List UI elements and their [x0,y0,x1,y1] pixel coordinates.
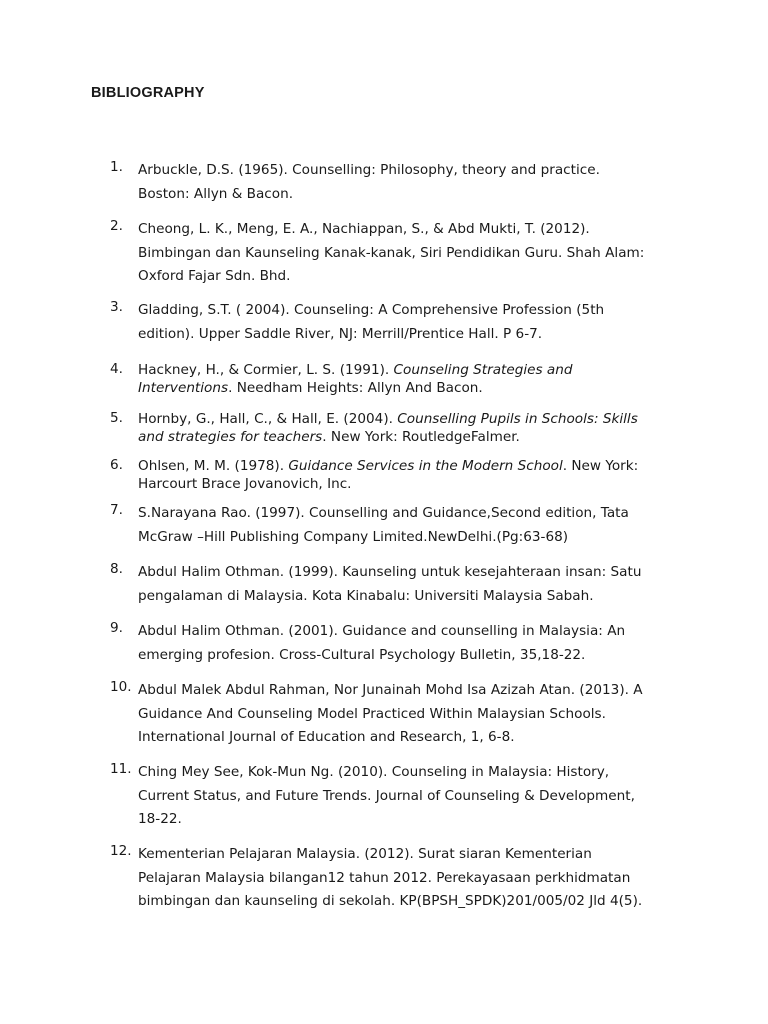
entry-line: Ohlsen, M. M. (1978). Guidance Services in the Modern School. New York: [138,458,639,474]
entry-number: 12. [110,843,132,859]
bibliography-entry-6 [110,457,690,493]
bibliography-entry-12 [110,843,690,914]
entry-line: Harcourt Brace Jovanovich, Inc. [138,476,352,492]
bibliography-entry-3 [110,299,690,346]
entry-line: McGraw –Hill Publishing Company Limited.NewDelhi.(Pg:63-68) [138,528,569,545]
entry-number: 1. [110,159,123,175]
entry-line: Oxford Fajar Sdn. Bhd. [138,268,291,284]
entry-line: Abdul Halim Othman. (1999). Kaunseling untuk kesejahteraan insan: Satu [138,564,642,580]
entry-number: 4. [110,361,123,377]
bibliography-entry-2 [110,218,690,289]
entry-line: 18-22. [138,811,182,827]
bibliography-entry-8 [110,561,690,608]
entry-line: Hornby, G., Hall, C., & Hall, E. (2004). Counselling Pupils in Schools: Skills [138,411,638,427]
entry-number: 5. [110,410,123,426]
entry-number: 11. [110,761,132,777]
entry-line: International Journal of Education and Research, 1, 6-8. [138,729,515,745]
entry-line: Ching Mey See, Kok-Mun Ng. (2010). Counseling in Malaysia: History, [138,764,610,780]
entry-line: Interventions. Needham Heights: Allyn And Bacon. [138,380,483,396]
entry-line: Hackney, H., & Cormier, L. S. (1991). Counseling Strategies and [138,362,573,378]
bibliography-entry-11 [110,761,690,832]
entry-line: Current Status, and Future Trends. Journal of Counseling & Development, [138,787,635,804]
bibliography-entry-7 [110,502,690,549]
entry-line: Kementerian Pelajaran Malaysia. (2012). Surat siaran Kementerian [138,846,592,862]
entry-number: 9. [110,620,123,636]
entry-line: Arbuckle, D.S. (1965). Counselling: Philosophy, theory and practice. [138,162,600,178]
page-title: BIBLIOGRAPHY [91,85,205,101]
entry-line: Guidance And Counseling Model Practiced Within Malaysian Schools. [138,705,606,722]
bibliography-entry-9 [110,620,690,667]
entry-line: S.Narayana Rao. (1997). Counselling and Guidance,Second edition, Tata [138,505,629,521]
bibliography-entry-1 [110,159,690,206]
entry-number: 6. [110,457,123,473]
entry-line: bimbingan dan kaunseling di sekolah. KP(BPSH_SPDK)201/005/02 Jld 4(5). [138,893,643,909]
bibliography-entry-4 [110,361,690,397]
entry-number: 2. [110,218,123,234]
entry-line: emerging profesion. Cross-Cultural Psychology Bulletin, 35,18-22. [138,646,586,663]
entry-number: 3. [110,299,123,315]
entry-line: Abdul Malek Abdul Rahman, Nor Junainah Mohd Isa Azizah Atan. (2013). A [138,682,643,698]
entry-line: and strategies for teachers. New York: RoutledgeFalmer. [138,429,520,445]
entry-line: Pelajaran Malaysia bilangan12 tahun 2012. Perekayasaan perkhidmatan [138,869,631,886]
entry-number: 10. [110,679,132,695]
entry-number: 7. [110,502,123,518]
entry-line: Boston: Allyn & Bacon. [138,185,294,202]
entry-line: edition). Upper Saddle River, NJ: Merrill/Prentice Hall. P 6-7. [138,325,543,342]
entry-line: Bimbingan dan Kaunseling Kanak-kanak, Siri Pendidikan Guru. Shah Alam: [138,244,645,261]
entry-number: 8. [110,561,123,577]
entry-line: Cheong, L. K., Meng, E. A., Nachiappan, S., & Abd Mukti, T. (2012). [138,221,590,237]
entry-line: Gladding, S.T. ( 2004). Counseling: A Comprehensive Profession (5th [138,302,605,318]
entry-line: Abdul Halim Othman. (2001). Guidance and counselling in Malaysia: An [138,623,626,639]
bibliography-entry-10 [110,679,690,750]
bibliography-entry-5 [110,410,690,446]
entry-line: pengalaman di Malaysia. Kota Kinabalu: Universiti Malaysia Sabah. [138,587,594,604]
